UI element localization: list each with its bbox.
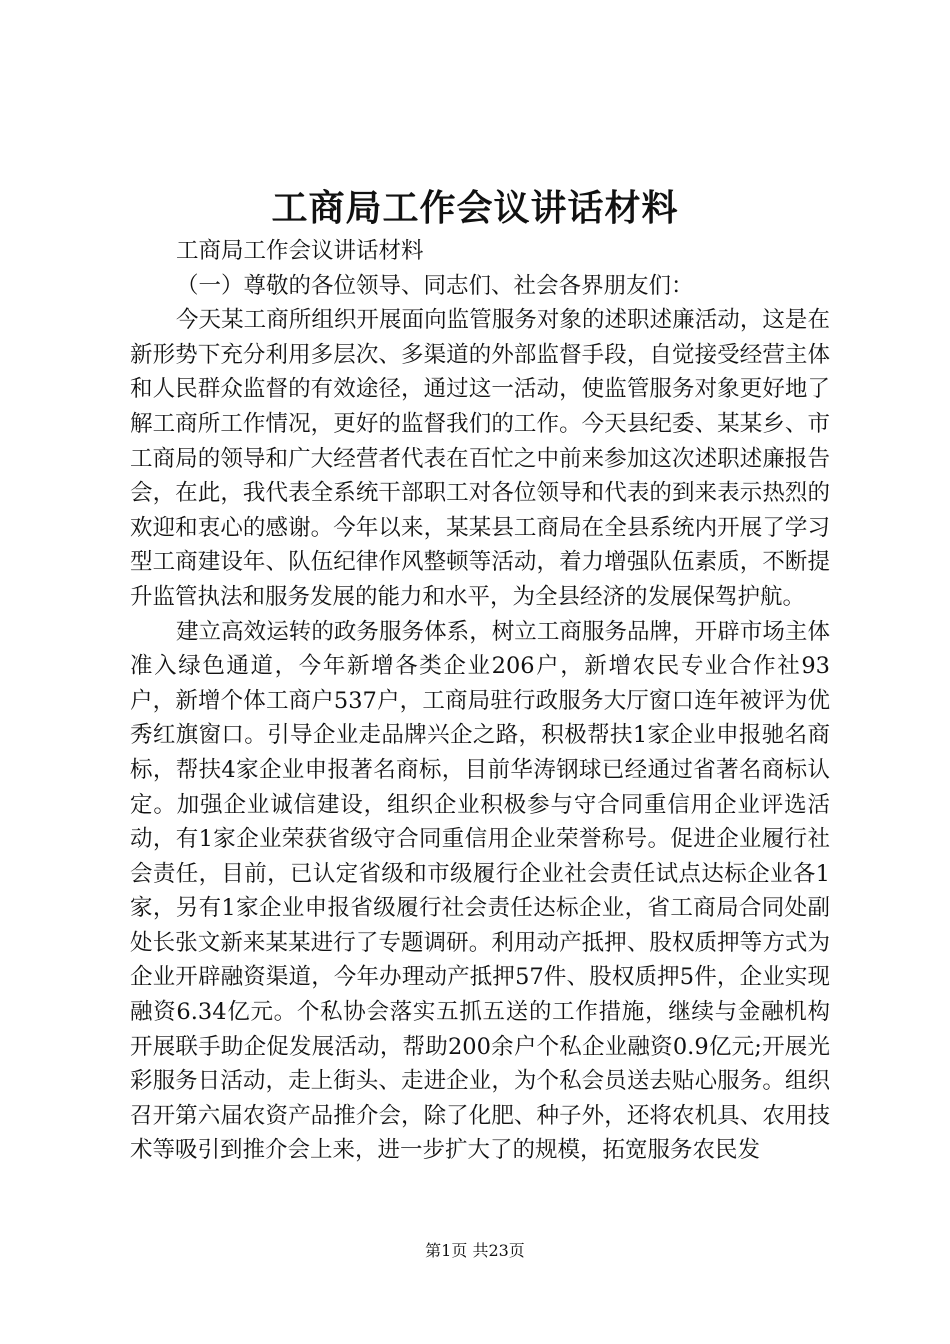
document-body xyxy=(130,234,830,1168)
page-footer: 第1页 共23页 xyxy=(425,1241,525,1260)
page-title: 工商局工作会议讲话材料 xyxy=(271,187,679,229)
document-subtitle: 工商局工作会议讲话材料 xyxy=(176,238,424,264)
paragraph-2: 建立高效运转的政务服务体系，树立工商服务品牌，开辟市场主体准入绿色通道，今年新增各类企业206户，新增农民专业合作社93户，新增个体工商户537户，工商局驻行政服务大厅窗口连年被评为优秀红旗窗口。引导企业走品牌兴企之路，积极帮扶1家企业申报驰名商标，帮扶4家企业申报著名商标，目前华涛钢球已经通过省著名商标认定。加强企业诚信建设，组织企业积极参与守合同重信用企业评选活动，有1家企业荣获省级守合同重信用企业荣誉称号。促进企业履行社会责任，目前，已认定省级和市级履行企业社会责任试点达标企业各1家，另有1家企业申报省级履行社会责任达标企业，省工商局合同处副处长张文新来某某进行了专题调研。利用动产抵押、股权质押等方式为企业开辟融资渠道，今年办理动产抵押57件、股权质押5件，企业实现融资6.34亿元。个私协会落实五抓五送的工作措施，继续与金融机构开展联手助企促发展活动，帮助200余户个私企业融资0.9亿元;开展光彩服务日活动，走上街头、走进企业，为个私会员送去贴心服务。组织召开第六届农资产品推介会，除了化肥、种子外，还将农机具、农用技术等吸引到推介会上来，进一步扩大了的规模，拓宽服务农民发 xyxy=(130,618,830,1164)
paragraph-1: 今天某工商所组织开展面向监管服务对象的述职述廉活动，这是在新形势下充分利用多层次、多渠道的外部监督手段，自觉接受经营主体和人民群众监督的有效途径，通过这一活动，使监管服务对象更好地了解工商所工作情况，更好的监督我们的工作。今天县纪委、某某乡、市工商局的领导和广大经营者代表在百忙之中前来参加这次述职述廉报告会，在此，我代表全系统干部职工对各位领导和代表的到来表示热烈的欢迎和衷心的感谢。今年以来，某某县工商局在全县系统内开展了学习型工商建设年、队伍纪律作风整顿等活动，着力增强队伍素质，不断提升监管执法和服务发展的能力和水平，为全县经济的发展保驾护航。 xyxy=(130,307,830,610)
salutation: （一）尊敬的各位领导、同志们、社会各界朋友们： xyxy=(176,272,694,299)
